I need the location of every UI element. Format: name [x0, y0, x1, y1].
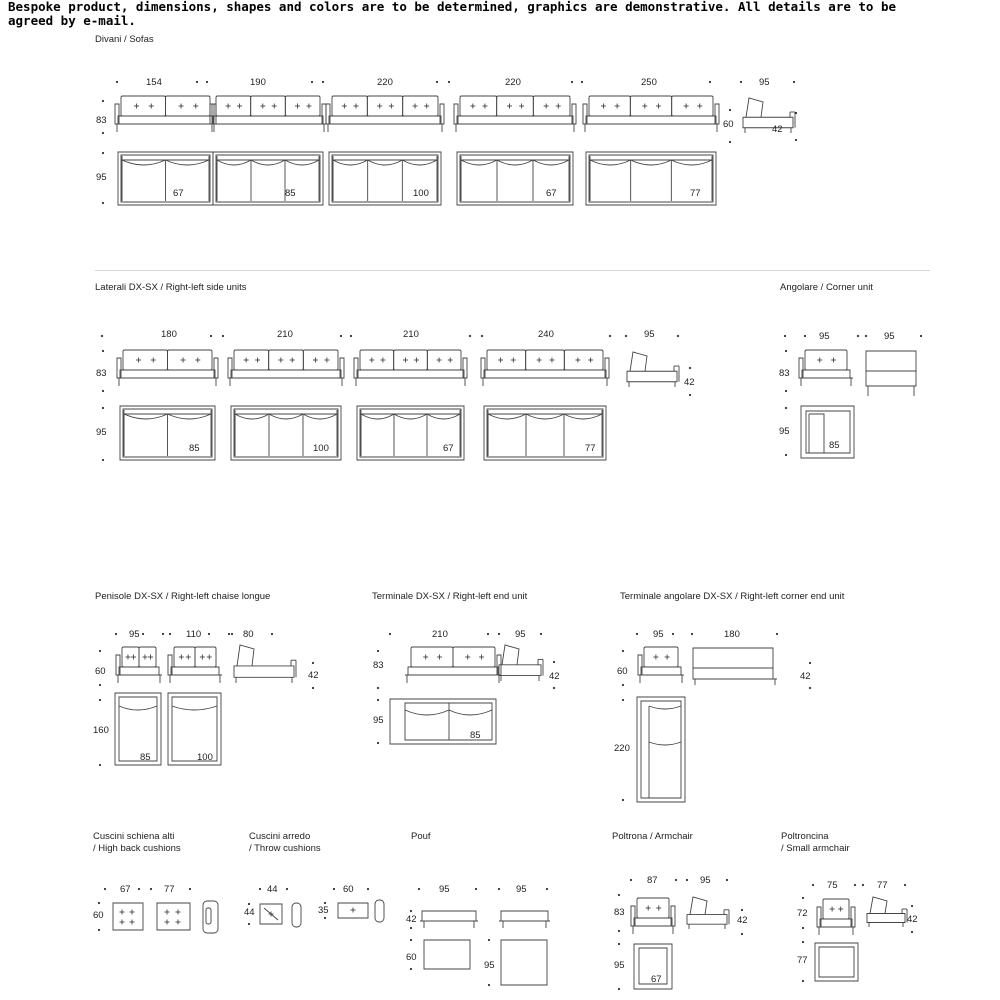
dim-corner-depth: 95: [779, 426, 790, 437]
dim-sofa-250-width: 250: [641, 77, 657, 88]
section-title-throw-2: / Throw cushions: [249, 843, 321, 854]
dim-high-back-height: 60: [93, 910, 104, 921]
dim-armchair-width-1: 87: [647, 875, 658, 886]
dim-sofa-side-height: 60: [723, 119, 734, 130]
dim-throw-width-2: 60: [343, 884, 354, 895]
dim-corner-width-1: 95: [819, 331, 830, 342]
dim-chaise-width-1: 95: [129, 629, 140, 640]
dim-armchair-depth: 95: [614, 960, 625, 971]
dim-side-seat-2: 100: [313, 443, 329, 454]
dim-sofa-side-seat: 42: [772, 124, 783, 135]
dim-corner-height: 83: [779, 368, 790, 379]
dim-chaise-depth: 160: [93, 725, 109, 736]
dim-side-seat-1: 85: [189, 443, 200, 454]
dim-chaise-height: 60: [95, 666, 106, 677]
section-title-end-unit: Terminale DX-SX / Right-left end unit: [372, 591, 528, 602]
dim-side-seat-4: 77: [585, 443, 596, 454]
dim-sofa-seat-1: 67: [173, 188, 184, 199]
section-title-pouf: Pouf: [411, 831, 431, 842]
dim-chaise-width-3: 80: [243, 629, 254, 640]
dim-sofa-seat-2: 85: [285, 188, 296, 199]
dim-sofa-seat-4: 67: [546, 188, 557, 199]
dim-side-seat: 42: [684, 377, 695, 388]
dim-sofa-seat-3: 100: [413, 188, 429, 199]
section-title-armchair: Poltrona / Armchair: [612, 831, 693, 842]
dim-corner-end-seat: 42: [800, 671, 811, 682]
dim-corner-end-height: 60: [617, 666, 628, 677]
dim-small-armchair-seat: 42: [907, 914, 918, 925]
dim-end-width-2: 95: [515, 629, 526, 640]
dim-chaise-seat-1: 85: [140, 752, 151, 763]
dim-sofa-seat-5: 77: [690, 188, 701, 199]
dim-corner-seat: 85: [829, 440, 840, 451]
dim-sofa-190-width: 190: [250, 77, 266, 88]
dim-side-210-width: 210: [277, 329, 293, 340]
dim-corner-end-width-2: 180: [724, 629, 740, 640]
dim-side-height: 83: [96, 368, 107, 379]
dim-throw-height-2: 35: [318, 905, 329, 916]
section-title-corner-end: Terminale angolare DX-SX / Right-left corner end unit: [620, 591, 845, 602]
dim-throw-height-1: 44: [244, 907, 255, 918]
dim-armchair-seat-depth: 67: [651, 974, 662, 985]
dim-pouf-depth-1: 60: [406, 952, 417, 963]
dim-end-depth: 95: [373, 715, 384, 726]
dim-chaise-seat-2: 100: [197, 752, 213, 763]
section-title-chaise: Penisole DX-SX / Right-left chaise longue: [95, 591, 271, 602]
dim-armchair-width-2: 95: [700, 875, 711, 886]
section-title-sofas: Divani / Sofas: [95, 34, 154, 45]
dim-side-seat-3: 67: [443, 443, 454, 454]
section-title-throw-1: Cuscini arredo: [249, 831, 311, 842]
dim-end-seat: 42: [549, 671, 560, 682]
dim-corner-width-2: 95: [884, 331, 895, 342]
dim-chaise-width-2: 110: [186, 629, 202, 640]
dim-side-180-width: 180: [161, 329, 177, 340]
dim-sofa-height: 83: [96, 115, 107, 126]
dim-corner-end-width-1: 95: [653, 629, 664, 640]
dim-sofa-220b-width: 220: [505, 77, 521, 88]
dim-sofa-154-width: 154: [146, 77, 162, 88]
dim-sofa-220-width: 220: [377, 77, 393, 88]
dim-corner-end-depth: 220: [614, 743, 630, 754]
dim-high-back-width-1: 67: [120, 884, 131, 895]
dim-armchair-seat: 42: [737, 915, 748, 926]
dim-chaise-seat: 42: [308, 670, 319, 681]
dim-small-armchair-width-1: 75: [827, 880, 838, 891]
dim-pouf-width-2: 95: [516, 884, 527, 895]
dim-end-width-1: 210: [432, 629, 448, 640]
dim-end-height: 83: [373, 660, 384, 671]
dim-side-210b-width: 210: [403, 329, 419, 340]
section-title-small-armchair-1: Poltroncina: [781, 831, 829, 842]
dim-throw-width-1: 44: [267, 884, 278, 895]
section-title-side-units: Laterali DX-SX / Right-left side units: [95, 282, 247, 293]
section-title-high-back-2: / High back cushions: [93, 843, 181, 854]
section-title-small-armchair-2: / Small armchair: [781, 843, 850, 854]
dim-end-seat-depth: 85: [470, 730, 481, 741]
dim-pouf-depth-2: 95: [484, 960, 495, 971]
dim-sofa-depth: 95: [96, 172, 107, 183]
dim-pouf-width-1: 95: [439, 884, 450, 895]
dim-small-armchair-width-2: 77: [877, 880, 888, 891]
dim-side-depth: 95: [96, 427, 107, 438]
dim-small-armchair-height: 72: [797, 908, 808, 919]
dim-high-back-width-2: 77: [164, 884, 175, 895]
dim-side-240-width: 240: [538, 329, 554, 340]
section-title-corner-unit: Angolare / Corner unit: [780, 282, 873, 293]
dim-sofa-side-width: 95: [759, 77, 770, 88]
dim-pouf-height: 42: [406, 914, 417, 925]
disclaimer-notice: Bespoke product, dimensions, shapes and colors are to be determined, graphics are demonstrative. All details are to be agreed by e-mail.: [8, 0, 897, 28]
dim-small-armchair-depth: 77: [797, 955, 808, 966]
dim-armchair-height: 83: [614, 907, 625, 918]
section-title-high-back-1: Cuscini schiena alti: [93, 831, 175, 842]
dim-side-95-width: 95: [644, 329, 655, 340]
